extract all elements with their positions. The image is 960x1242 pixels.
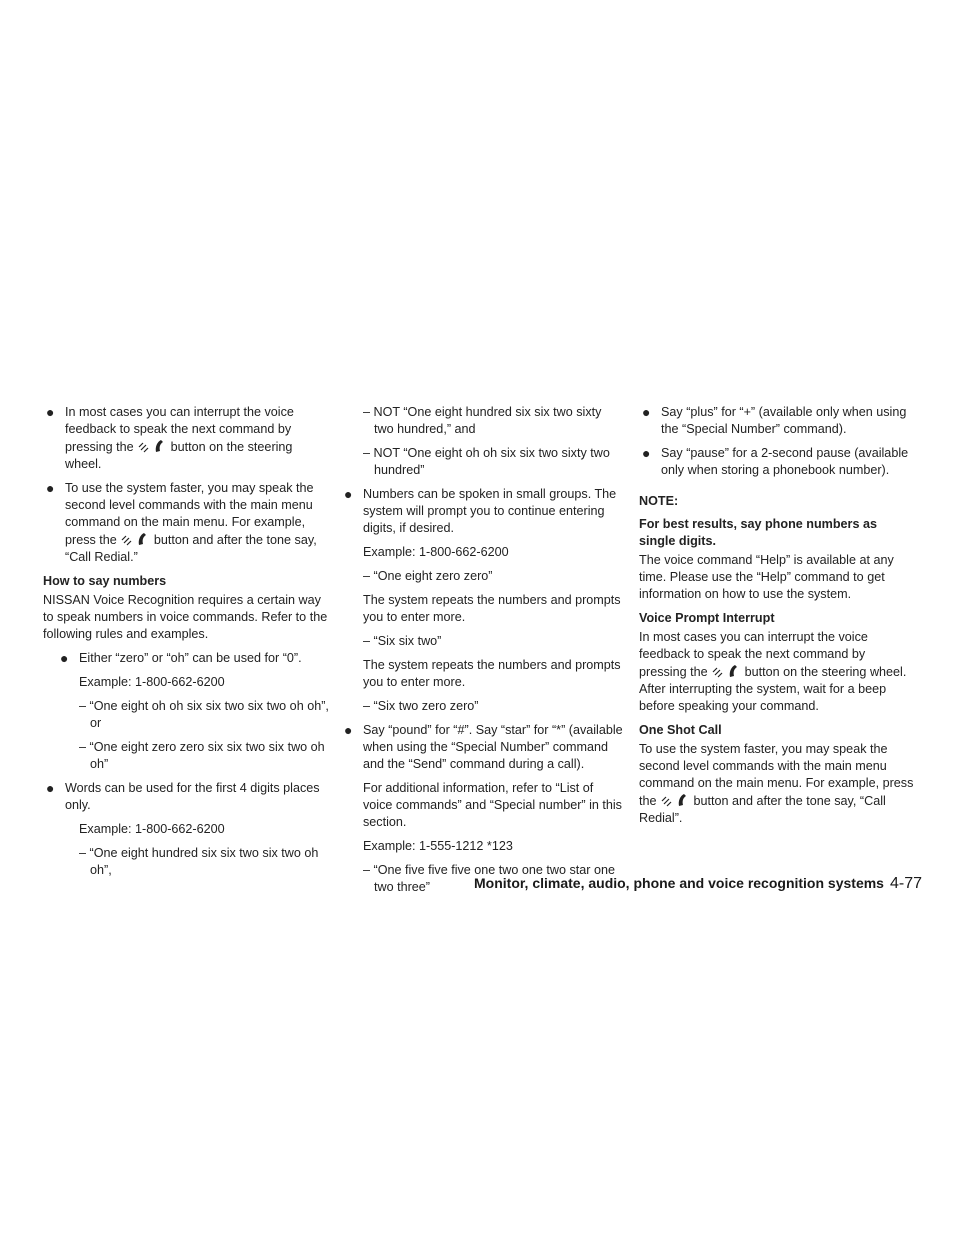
talk-phone-icon	[120, 531, 150, 547]
example-line: Example: 1-800-662-6200	[79, 822, 225, 836]
page-footer	[452, 875, 922, 893]
footer-section-title: Monitor, climate, audio, phone and voice recognition systems	[474, 875, 884, 891]
body-paragraph: The system repeats the numbers and prompts you to enter more.	[363, 593, 621, 624]
one-shot-call-heading: One Shot Call	[639, 723, 722, 737]
bullet-plus: ● Say “plus” for “+” (available only when using the “Special Number” command).	[642, 404, 907, 436]
dash-item: – “One eight hundred six six two six two oh oh”,	[79, 846, 319, 877]
dash-item: – “One five five five one two one two star one two three”	[363, 863, 616, 894]
voice-prompt-interrupt-heading: Voice Prompt Interrupt	[639, 611, 775, 625]
example-line: Example: 1-800-662-6200	[79, 675, 225, 689]
talk-phone-icon	[660, 792, 690, 808]
bullet-small-groups: ● Numbers can be spoken in small groups. The system will prompt you to continue entering digits, if desired.	[344, 486, 617, 535]
body-paragraph: For additional information, refer to “List of voice commands” and “Special number” in this section.	[363, 781, 622, 829]
bullet-dot: ●	[60, 650, 69, 666]
bullet-faster-system: ● To use the system faster, you may speak the second level commands with the main menu command on the main menu. For example, press the button and after the tone say, “Call Redial.”	[46, 480, 317, 564]
bullet-dot: ●	[46, 780, 55, 796]
bullet-zero-oh: ● Either “zero” or “oh” can be used for “0”.	[60, 650, 302, 666]
body-paragraph: The system repeats the numbers and prompts you to enter more.	[363, 658, 621, 689]
voice-prompt-interrupt-paragraph: In most cases you can interrupt the voice feedback to speak the next command by pressing the button on the steering wheel. After interrupting the system, wait for a beep before speaking your command.	[639, 630, 907, 713]
example-line: Example: 1-800-662-6200	[363, 545, 509, 559]
example-line: Example: 1-555-1212 *123	[363, 839, 513, 853]
bullet-dot: ●	[46, 404, 55, 420]
talk-phone-icon	[137, 438, 167, 454]
note-heading: NOTE:	[639, 494, 679, 508]
dash-item: – “One eight zero zero six six two six two oh oh”	[79, 740, 325, 771]
dash-item: – “Six six two”	[363, 634, 442, 648]
column-2	[341, 404, 624, 903]
bullet-dot: ●	[344, 722, 353, 738]
bullet-dot: ●	[642, 445, 651, 461]
dash-item: – “One eight zero zero”	[363, 569, 493, 583]
one-shot-call-paragraph: To use the system faster, you may speak the second level commands with the main menu command on the main menu. For example, press the button and after the tone say, “Call Redial”.	[639, 742, 914, 825]
dash-item: – NOT “One eight oh oh six six two sixty two hundred”	[363, 446, 610, 477]
column-1	[43, 404, 329, 886]
bullet-words-digits: ● Words can be used for the first 4 digits places only.	[46, 780, 320, 812]
section-heading: How to say numbers	[43, 574, 167, 588]
intro-paragraph: NISSAN Voice Recognition requires a certain way to speak numbers in voice commands. Refer to the following rules and examples.	[43, 593, 328, 641]
help-paragraph: The voice command “Help” is available at any time. Please use the “Help” command to get information on how to use the system.	[639, 553, 894, 601]
bullet-pound-star: ● Say “pound” for “#”. Say “star” for “*” (available when using the “Special Number” command and the “Send” command during a call).	[344, 722, 623, 771]
dash-item: – “One eight oh oh six six two six two oh oh”, or	[79, 699, 329, 730]
bullet-interrupt-voice: ● In most cases you can interrupt the voice feedback to speak the next command by pressing the button on the steering wheel.	[46, 404, 294, 471]
dash-item: – “Six two zero zero”	[363, 699, 479, 713]
column-3	[639, 404, 915, 834]
bullet-dot: ●	[344, 486, 353, 502]
dash-item: – NOT “One eight hundred six six two sixty two hundred,” and	[363, 405, 602, 436]
note-bold-text: For best results, say phone numbers as single digits.	[639, 517, 877, 548]
bullet-dot: ●	[642, 404, 651, 420]
bullet-dot: ●	[46, 480, 55, 496]
bullet-pause: ● Say “pause” for a 2-second pause (available only when storing a phonebook number).	[642, 445, 909, 477]
page-number: 4-77	[889, 875, 922, 892]
talk-phone-icon	[711, 663, 741, 679]
